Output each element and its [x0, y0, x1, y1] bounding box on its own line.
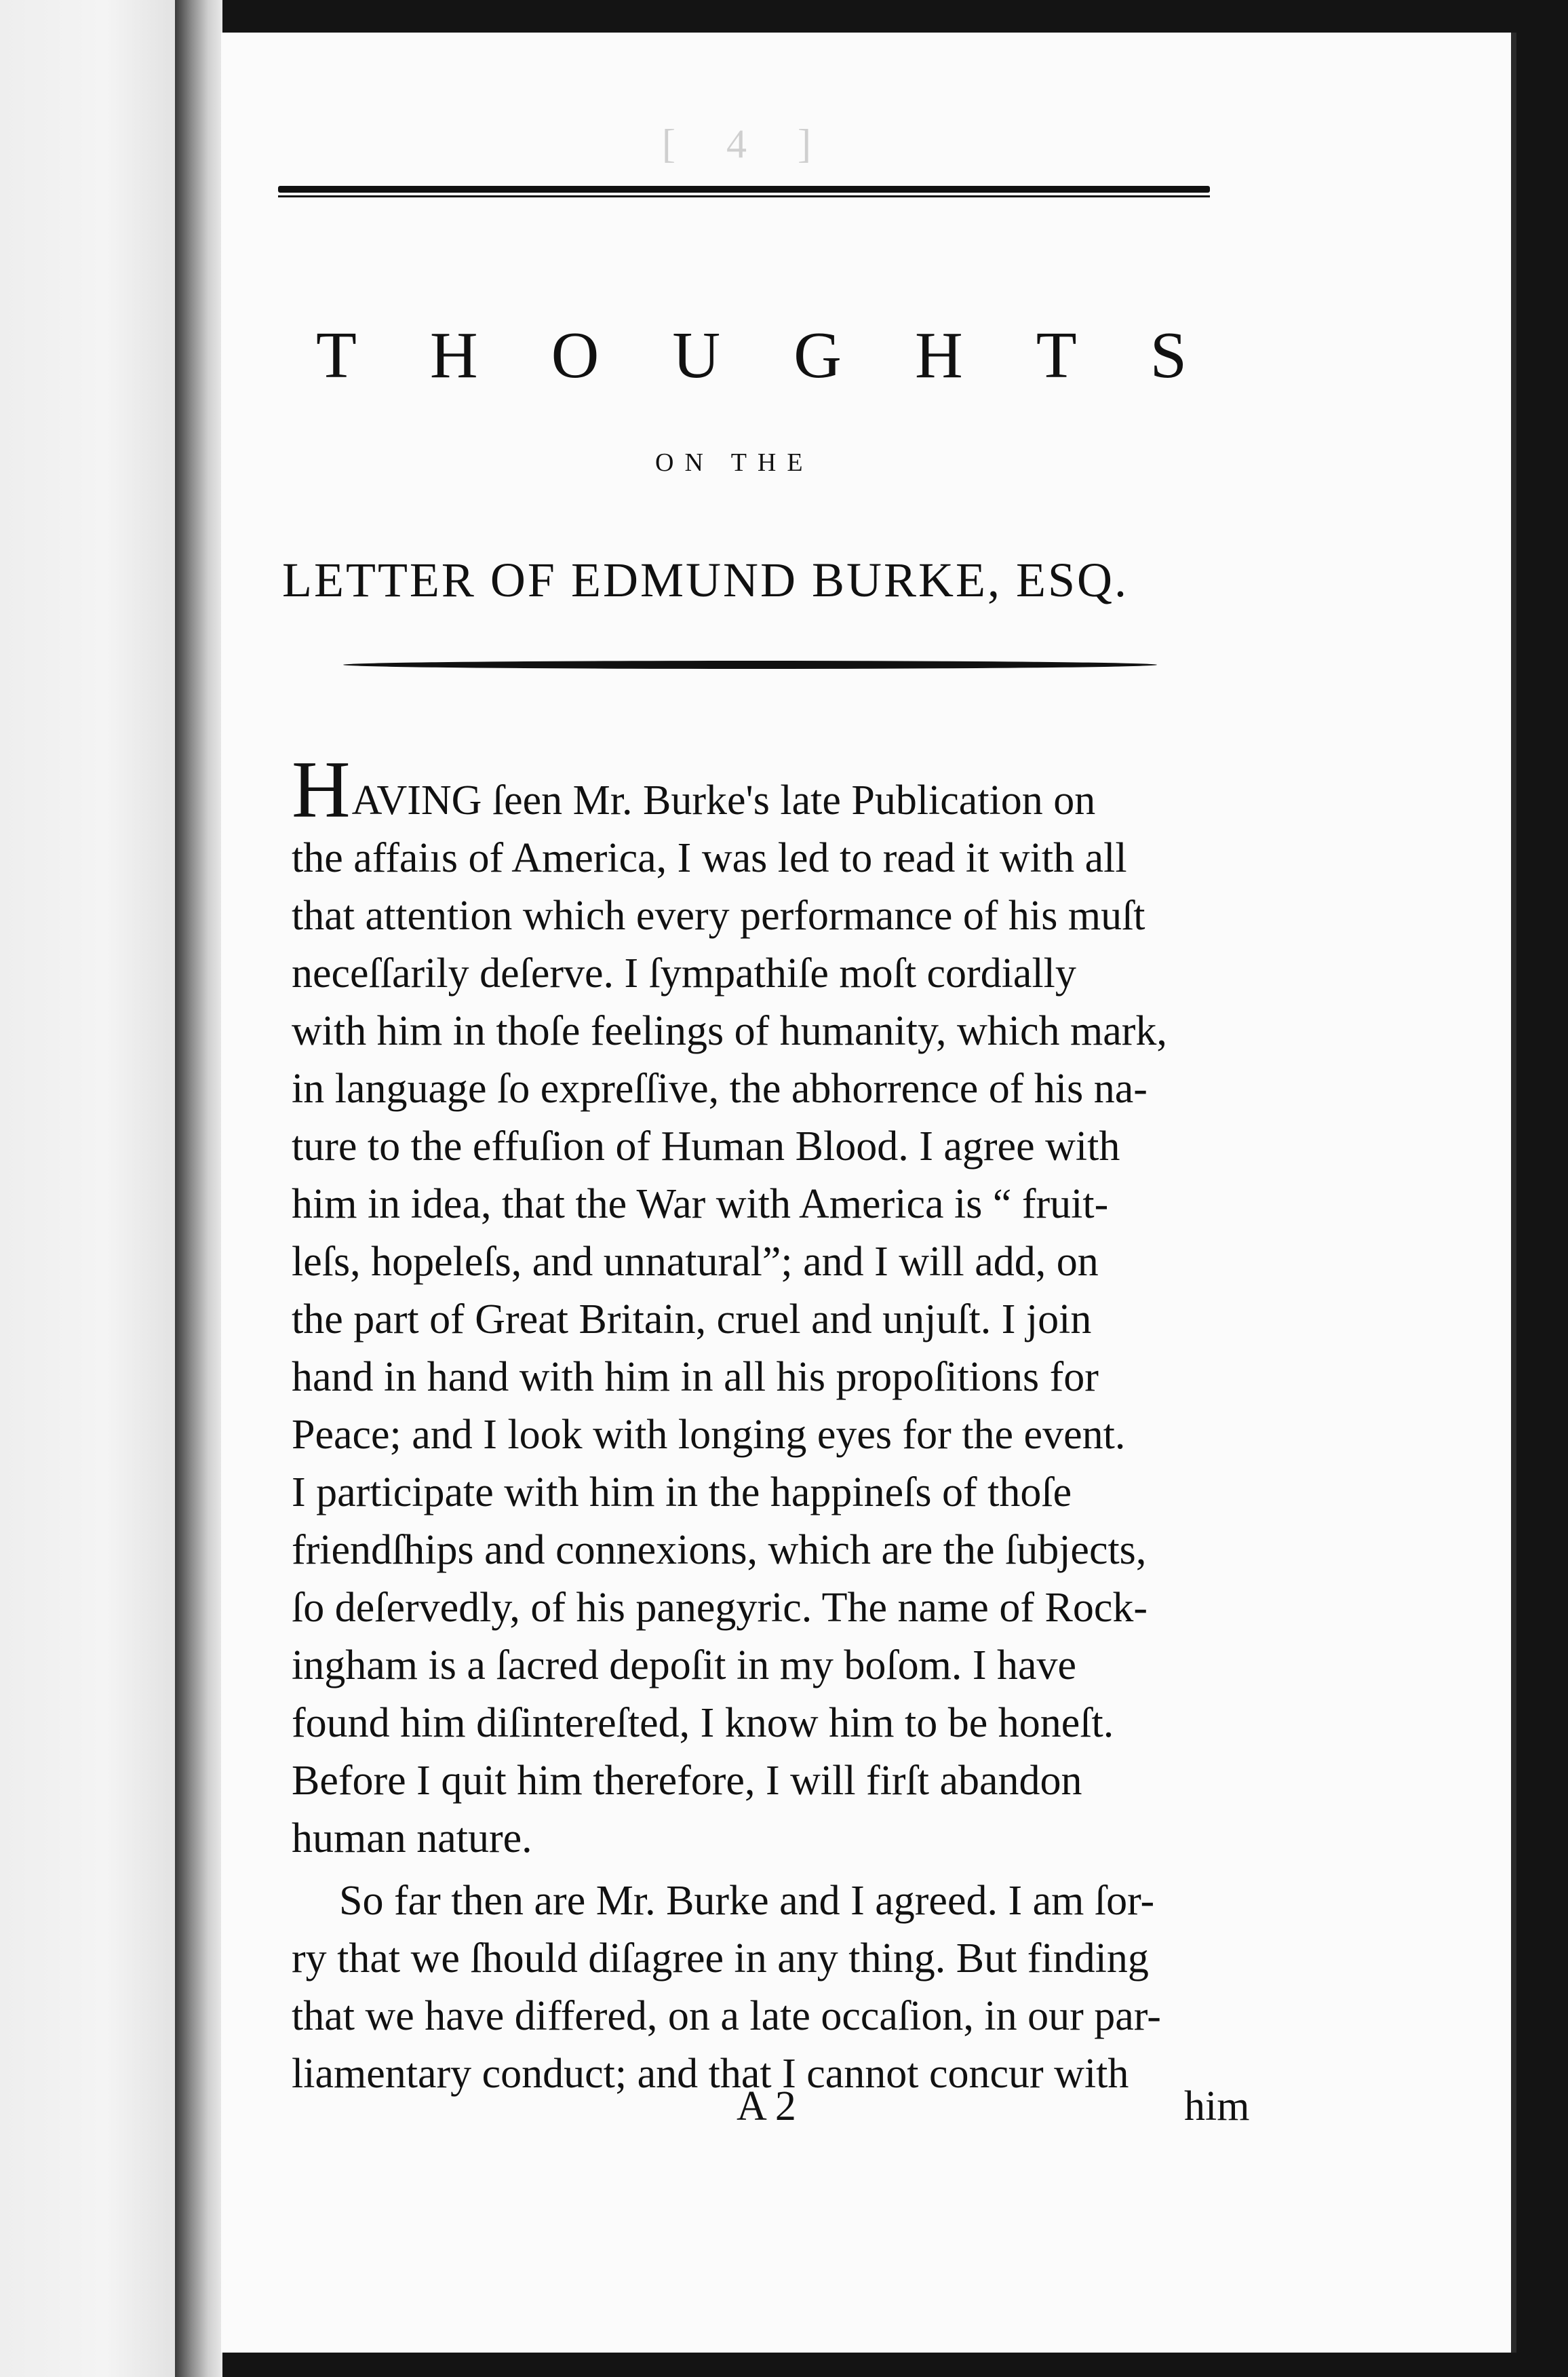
drop-cap: H	[292, 744, 351, 834]
paragraph-line: that attention which every performance of his muſt	[292, 893, 1145, 939]
paragraph-line: in language ſo expreſſive, the abhorrence of his na-	[292, 1066, 1148, 1112]
paragraph-line: ry that we ſhould diſagree in any thing. But finding	[292, 1935, 1149, 1982]
paragraph-2	[292, 1872, 1241, 2103]
page-title: THOUGHTS	[316, 319, 1261, 392]
paragraph-line: neceſſarily deſerve. I ſympathiſe moſt cordially	[292, 950, 1076, 997]
top-rule-thin	[278, 195, 1210, 197]
signature-mark: A 2	[737, 2083, 796, 2129]
document-page	[221, 33, 1516, 2353]
paragraph-1	[292, 744, 1241, 1868]
paragraph-line: HAVING ſeen Mr. Burke's late Publication on	[292, 744, 1096, 834]
paragraph-line: the affaiıs of America, I was led to read it with all	[292, 835, 1127, 881]
paragraph-line: I participate with him in the happineſs of thoſe	[292, 1469, 1072, 1515]
paragraph-line: ſo deſervedly, of his panegyric. The name of Rock-	[292, 1585, 1148, 1631]
page-heading: LETTER OF EDMUND BURKE, ESQ.	[282, 553, 1129, 607]
paragraph-line: So far then are Mr. Burke and I agreed. I am ſor-	[339, 1878, 1155, 1924]
paragraph-line: Before I quit him therefore, I will firſt abandon	[292, 1758, 1082, 1804]
paragraph-line: ture to the effuſion of Human Blood. I agree with	[292, 1123, 1120, 1170]
paragraph-line: the part of Great Britain, cruel and unjuſt. I join	[292, 1296, 1092, 1342]
paragraph-line: that we have differed, on a late occaſion, in our par-	[292, 1993, 1161, 2039]
paragraph-line: liamentary conduct; and that I cannot concur with	[292, 2051, 1129, 2097]
paragraph-line: with him in thoſe feelings of humanity, which mark,	[292, 1008, 1167, 1054]
paragraph-line: him in idea, that the War with America is “ fruit-	[292, 1181, 1109, 1227]
paragraph-line: leſs, hopeleſs, and unnatural”; and I will add, on	[292, 1239, 1099, 1285]
catchword: him	[1184, 2083, 1250, 2129]
page-subtitle: ON THE	[655, 448, 814, 477]
paragraph-line: human nature.	[292, 1815, 532, 1861]
paragraph-line: friendſhips and connexions, which are the ſubjects,	[292, 1527, 1147, 1573]
paragraph-line: hand in hand with him in all his propoſitions for	[292, 1354, 1099, 1400]
paragraph-line: ingham is a ſacred depoſit in my boſom. I have	[292, 1642, 1077, 1688]
page-number-header: [ 4 ]	[662, 121, 831, 166]
paragraph-line: Peace; and I look with longing eyes for the event.	[292, 1412, 1126, 1458]
facing-page-edge	[0, 0, 176, 2377]
paragraph-line: found him diſintereſted, I know him to be honeſt.	[292, 1700, 1114, 1746]
ornamental-rule	[343, 661, 1157, 669]
top-rule	[278, 186, 1210, 193]
book-gutter	[175, 0, 222, 2377]
